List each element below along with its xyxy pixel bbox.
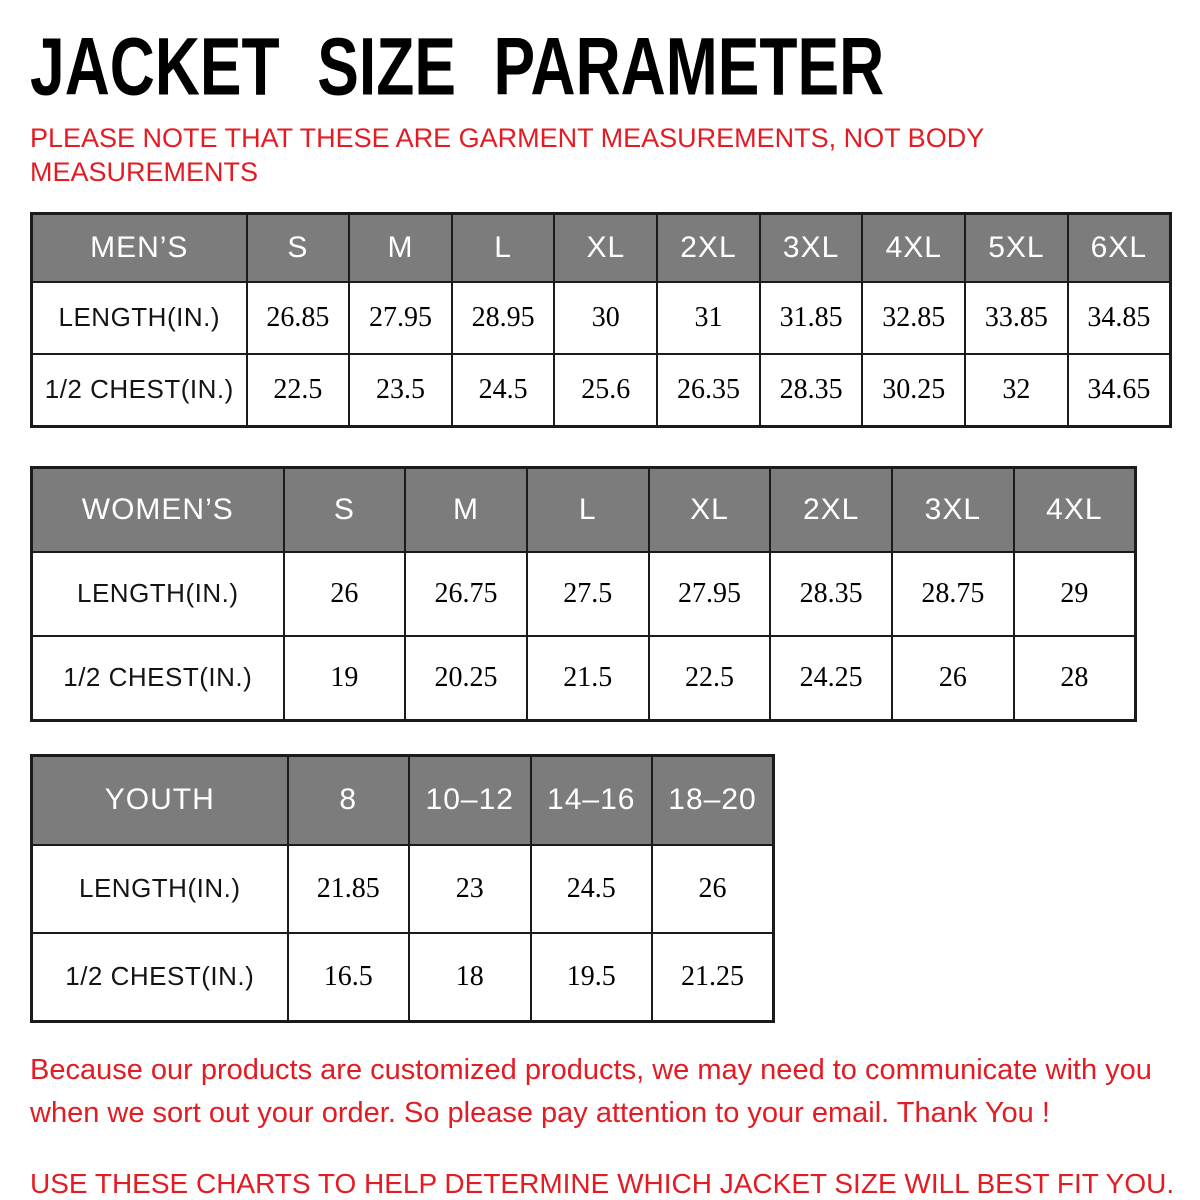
measurement-value-cell: 19 bbox=[284, 636, 406, 721]
womens-size-table-slot bbox=[30, 466, 1180, 722]
measurement-value-cell: 22.5 bbox=[649, 636, 771, 721]
measurement-value-cell: 24.5 bbox=[452, 354, 555, 427]
measurement-value-cell: 28.95 bbox=[452, 282, 555, 354]
measurement-row-label: LENGTH(IN.) bbox=[32, 552, 284, 636]
measurement-value-cell: 28.35 bbox=[760, 354, 863, 427]
measurement-row-label: 1/2 CHEST(IN.) bbox=[32, 354, 247, 427]
measurement-value-cell: 19.5 bbox=[531, 933, 653, 1022]
measurement-value-cell: 34.65 bbox=[1068, 354, 1171, 427]
measurement-value-cell: 31.85 bbox=[760, 282, 863, 354]
measurement-value-cell: 28.75 bbox=[892, 552, 1014, 636]
size-column-header: 18–20 bbox=[652, 755, 774, 845]
size-column-header: S bbox=[284, 467, 406, 552]
size-column-header: M bbox=[405, 467, 527, 552]
measurement-value-cell: 24.25 bbox=[770, 636, 892, 721]
size-column-header: 14–16 bbox=[531, 755, 653, 845]
customization-notice: Because our products are customized products, we may need to communicate with you when we sort out your order. So please pay attention to your email. Thank You ! bbox=[30, 1053, 1152, 1129]
size-column-header: M bbox=[349, 213, 452, 282]
mens-size-table-slot bbox=[30, 212, 1180, 428]
measurement-value-cell: 34.85 bbox=[1068, 282, 1171, 354]
size-column-header: 5XL bbox=[965, 213, 1068, 282]
measurement-value-cell: 26 bbox=[652, 845, 774, 933]
measurement-row-label: LENGTH(IN.) bbox=[32, 282, 247, 354]
measurement-row bbox=[32, 845, 774, 933]
measurement-value-cell: 26 bbox=[892, 636, 1014, 721]
table-name-cell: WOMEN’S bbox=[32, 467, 284, 552]
measurement-value-cell: 23 bbox=[409, 845, 531, 933]
garment-measurement-note: PLEASE NOTE THAT THESE ARE GARMENT MEASUREMENTS, NOT BODY MEASUREMENTS bbox=[30, 123, 984, 187]
measurement-value-cell: 22.5 bbox=[247, 354, 350, 427]
measurement-value-cell: 32.85 bbox=[862, 282, 965, 354]
size-column-header: 10–12 bbox=[409, 755, 531, 845]
size-header-row bbox=[32, 467, 1136, 552]
measurement-row bbox=[32, 552, 1136, 636]
size-column-header: 4XL bbox=[862, 213, 965, 282]
size-column-header: L bbox=[452, 213, 555, 282]
measurement-row-label: LENGTH(IN.) bbox=[32, 845, 288, 933]
measurement-row bbox=[32, 933, 774, 1022]
size-column-header: 2XL bbox=[770, 467, 892, 552]
measurement-value-cell: 21.5 bbox=[527, 636, 649, 721]
size-column-header: 3XL bbox=[892, 467, 1014, 552]
measurement-value-cell: 18 bbox=[409, 933, 531, 1022]
measurement-value-cell: 25.6 bbox=[554, 354, 657, 427]
page-title: JACKET SIZE PARAMETER bbox=[30, 20, 885, 112]
measurement-value-cell: 28 bbox=[1014, 636, 1136, 721]
measurement-row-label: 1/2 CHEST(IN.) bbox=[32, 636, 284, 721]
size-header-row bbox=[32, 755, 774, 845]
size-table-2 bbox=[30, 754, 775, 1023]
measurement-row-label: 1/2 CHEST(IN.) bbox=[32, 933, 288, 1022]
measurement-value-cell: 24.5 bbox=[531, 845, 653, 933]
charts-usage-note: USE THESE CHARTS TO HELP DETERMINE WHICH JACKET SIZE WILL BEST FIT YOU. bbox=[30, 1167, 1175, 1199]
measurement-value-cell: 26.85 bbox=[247, 282, 350, 354]
measurement-value-cell: 33.85 bbox=[965, 282, 1068, 354]
table-name-cell: MEN’S bbox=[32, 213, 247, 282]
measurement-value-cell: 30 bbox=[554, 282, 657, 354]
size-column-header: S bbox=[247, 213, 350, 282]
size-tables-container bbox=[30, 212, 1180, 1023]
measurement-value-cell: 21.85 bbox=[288, 845, 410, 933]
measurement-row bbox=[32, 282, 1171, 354]
measurement-value-cell: 31 bbox=[657, 282, 760, 354]
size-table-0 bbox=[30, 212, 1172, 428]
youth-size-table-slot bbox=[30, 754, 1180, 1023]
size-column-header: XL bbox=[649, 467, 771, 552]
size-column-header: XL bbox=[554, 213, 657, 282]
measurement-value-cell: 20.25 bbox=[405, 636, 527, 721]
measurement-value-cell: 26 bbox=[284, 552, 406, 636]
measurement-value-cell: 21.25 bbox=[652, 933, 774, 1022]
size-column-header: 2XL bbox=[657, 213, 760, 282]
size-column-header: 8 bbox=[288, 755, 410, 845]
measurement-value-cell: 30.25 bbox=[862, 354, 965, 427]
measurement-value-cell: 28.35 bbox=[770, 552, 892, 636]
measurement-value-cell: 27.95 bbox=[349, 282, 452, 354]
measurement-value-cell: 29 bbox=[1014, 552, 1136, 636]
size-column-header: 4XL bbox=[1014, 467, 1136, 552]
size-column-header: L bbox=[527, 467, 649, 552]
measurement-value-cell: 16.5 bbox=[288, 933, 410, 1022]
measurement-value-cell: 32 bbox=[965, 354, 1068, 427]
measurement-value-cell: 26.75 bbox=[405, 552, 527, 636]
measurement-value-cell: 27.5 bbox=[527, 552, 649, 636]
measurement-row bbox=[32, 636, 1136, 721]
table-name-cell: YOUTH bbox=[32, 755, 288, 845]
size-table-1 bbox=[30, 466, 1137, 722]
measurement-row bbox=[32, 354, 1171, 427]
measurement-value-cell: 27.95 bbox=[649, 552, 771, 636]
measurement-value-cell: 26.35 bbox=[657, 354, 760, 427]
size-column-header: 6XL bbox=[1068, 213, 1171, 282]
size-column-header: 3XL bbox=[760, 213, 863, 282]
measurement-value-cell: 23.5 bbox=[349, 354, 452, 427]
size-header-row bbox=[32, 213, 1171, 282]
